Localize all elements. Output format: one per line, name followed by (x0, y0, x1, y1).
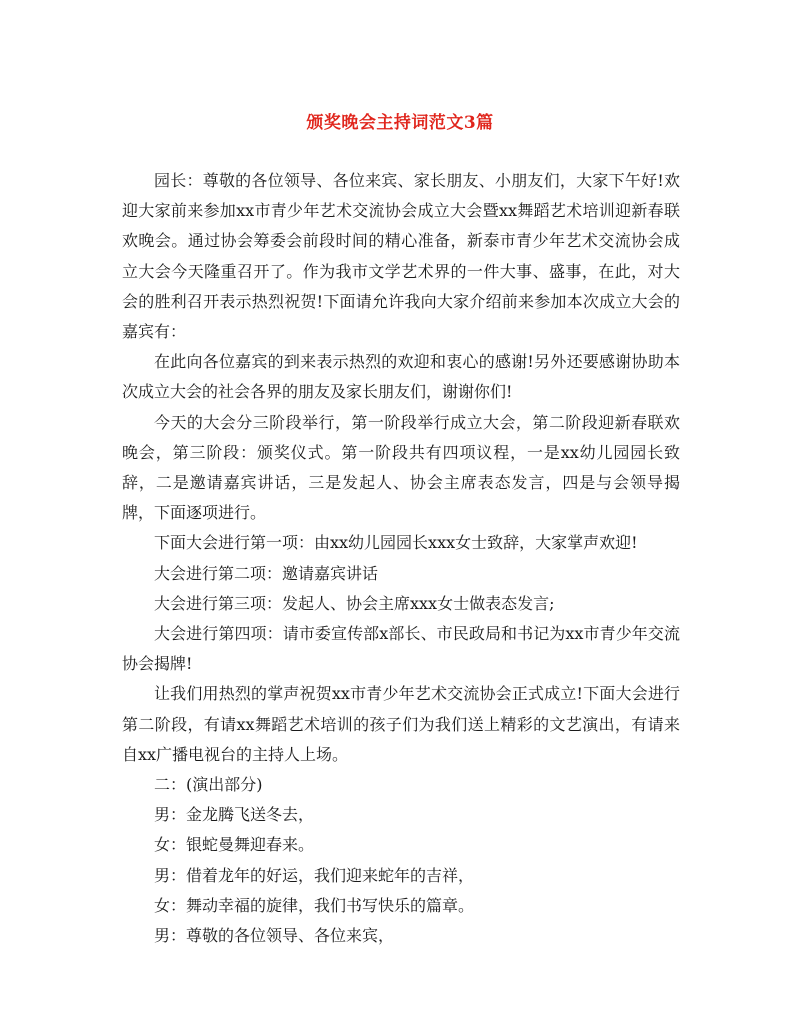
paragraph: 大会进行第四项：请市委宣传部x部长、市民政局和书记为xx市青少年交流协会揭牌! (122, 624, 680, 674)
paragraph: 让我们用热烈的掌声祝贺xx市青少年艺术交流协会正式成立!下面大会进行第二阶段，有请xx舞蹈艺术培训的孩子们为我们送上精彩的文艺演出，有请来自xx广播电视台的主持人上场。 (122, 684, 680, 764)
paragraph: 男：金龙腾飞送冬去， (154, 805, 315, 825)
paragraph: 今天的大会分三阶段举行，第一阶段举行成立大会，第二阶段迎新春联欢晚会，第三阶段：颁奖仪式。第一阶段共有四项议程，一是xx幼儿园园长致辞，二是邀请嘉宾讲话，三是发起人、协会主席表态发言，四是与会领导揭牌，下面逐项进行。 (122, 412, 680, 523)
document-title: 颁奖晚会主持词范文3篇 (306, 113, 494, 133)
paragraph: 女：银蛇曼舞迎春来。 (154, 835, 315, 855)
paragraph: 二：(演出部分) (154, 775, 263, 795)
paragraph: 大会进行第三项：发起人、协会主席xxx女士做表态发言; (154, 593, 555, 613)
paragraph: 在此向各位嘉宾的到来表示热烈的欢迎和衷心的感谢!另外还要感谢协助本次成立大会的社会各界的朋友及家长朋友们，谢谢你们! (122, 352, 680, 402)
paragraph: 女：舞动幸福的旋律，我们书写快乐的篇章。 (154, 895, 475, 915)
paragraph: 大会进行第二项：邀请嘉宾讲话 (154, 563, 379, 583)
paragraph: 男：借着龙年的好运，我们迎来蛇年的吉祥， (154, 865, 475, 885)
paragraph: 男：尊敬的各位领导、各位来宾， (154, 926, 395, 946)
paragraph: 下面大会进行第一项：由xx幼儿园园长xxx女士致辞，大家掌声欢迎! (154, 533, 638, 553)
document-body (122, 166, 680, 951)
paragraph: 园长：尊敬的各位领导、各位来宾、家长朋友、小朋友们，大家下午好!欢迎大家前来参加xx市青少年艺术交流协会成立大会暨xx舞蹈艺术培训迎新春联欢晚会。通过协会筹委会前段时间的精心准备，新泰市青少年艺术交流协会成立大会今天隆重召开了。作为我市文学艺术界的一件大事、盛事，在此，对大会的胜利召开表示热烈祝贺!下面请允许我向大家介绍前来参加本次成立大会的嘉宾有： (122, 171, 680, 342)
